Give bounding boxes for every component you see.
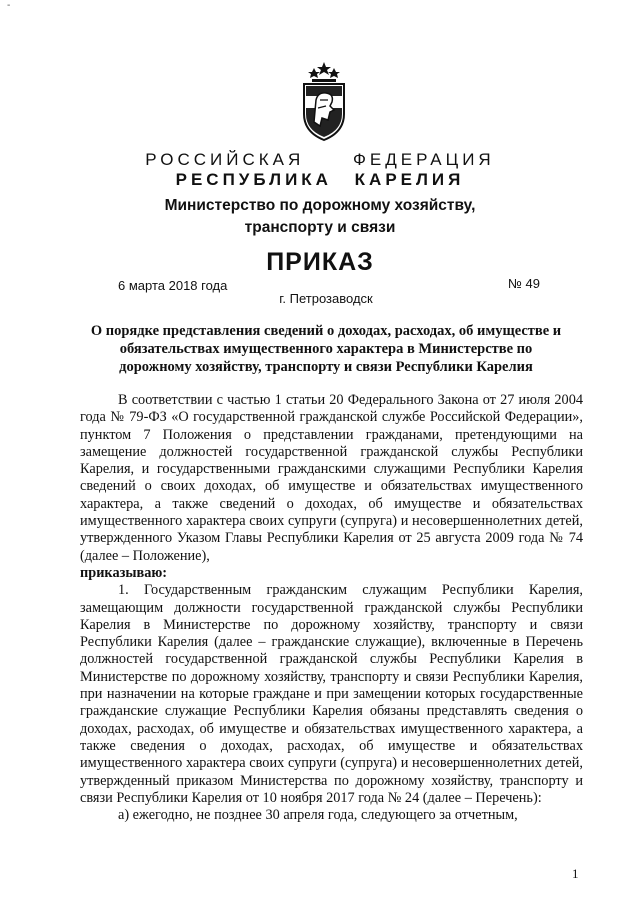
preamble-paragraph: В соответствии с частью 1 статьи 20 Федерального Закона от 27 июля 2004 года № 79-ФЗ «О государственной гражданской службе Российской Федерации», пунктом 7 Положения о представлении гражданами, претендующими на замещение должностей государственной гражданской службы Республики Карелия, и государственными гражданскими служащими Республики Карелия сведений о своих доходах, об имуществе и обязательствах имущественного характера, а также сведений о доходах, об имуществе и обязательствах имущественного характера своих супруги (супруга) и несовершеннолетних детей, утвержденного Указом Главы Республики Карелия от 25 августа 2009 года № 74 (далее – Положение), [80,392,583,564]
order-date: 6 марта 2018 года [118,278,228,293]
karelia-coat-of-arms-icon [300,60,348,142]
corner-mark: - [7,0,11,11]
document-title: О порядке представления сведений о доходах, расходах, об имуществе и обязательствах имущественного характера в Министерстве по дорожному хозяйству, транспорту и связи Республики Карелия [90,323,562,375]
ministry-line-1: Министерство по дорожному хозяйству, [164,197,476,214]
document-body [80,392,583,824]
order-number: № 49 [508,276,541,291]
resolution-word: приказываю: [80,564,168,581]
ministry-line-2: транспорту и связи [244,219,396,236]
order-city: г. Петрозаводск [279,291,373,306]
order-heading: ПРИКАЗ [266,248,374,276]
item-1-paragraph: 1. Государственным гражданским служащим Республики Карелия, замещающим должности государственной гражданской службы Республики Карелия в Министерстве по дорожному хозяйству, транспорту и связи Республики Карелия (далее – гражданские служащие), включенные в Перечень должностей государственной гражданской службы Республики Карелия в Министерстве по дорожному хозяйству, транспорту и связи Республики Карелия, при назначении на которые граждане и при замещении которых государственные гражданские служащие Республики Карелия обязаны представлять сведения о доходах, расходах, об имуществе и обязательствах имущественного характера, а также сведения о доходах, расходах, об имуществе и обязательствах имущественного характера своих супруги (супруга) и несовершеннолетних детей, утвержденный приказом Министерства по дорожному хозяйству, транспорту и связи Республики Карелия от 10 ноября 2017 года № 24 (далее – Перечень): [80,582,583,806]
ministry-name [0,195,640,239]
country-name: РОССИЙСКАЯ ФЕДЕРАЦИЯ [145,150,495,169]
page-number: 1 [572,866,579,881]
item-1a-paragraph: а) ежегодно, не позднее 30 апреля года, следующего за отчетным, [118,807,518,824]
republic-name: РЕСПУБЛИКА КАРЕЛИЯ [175,170,465,189]
